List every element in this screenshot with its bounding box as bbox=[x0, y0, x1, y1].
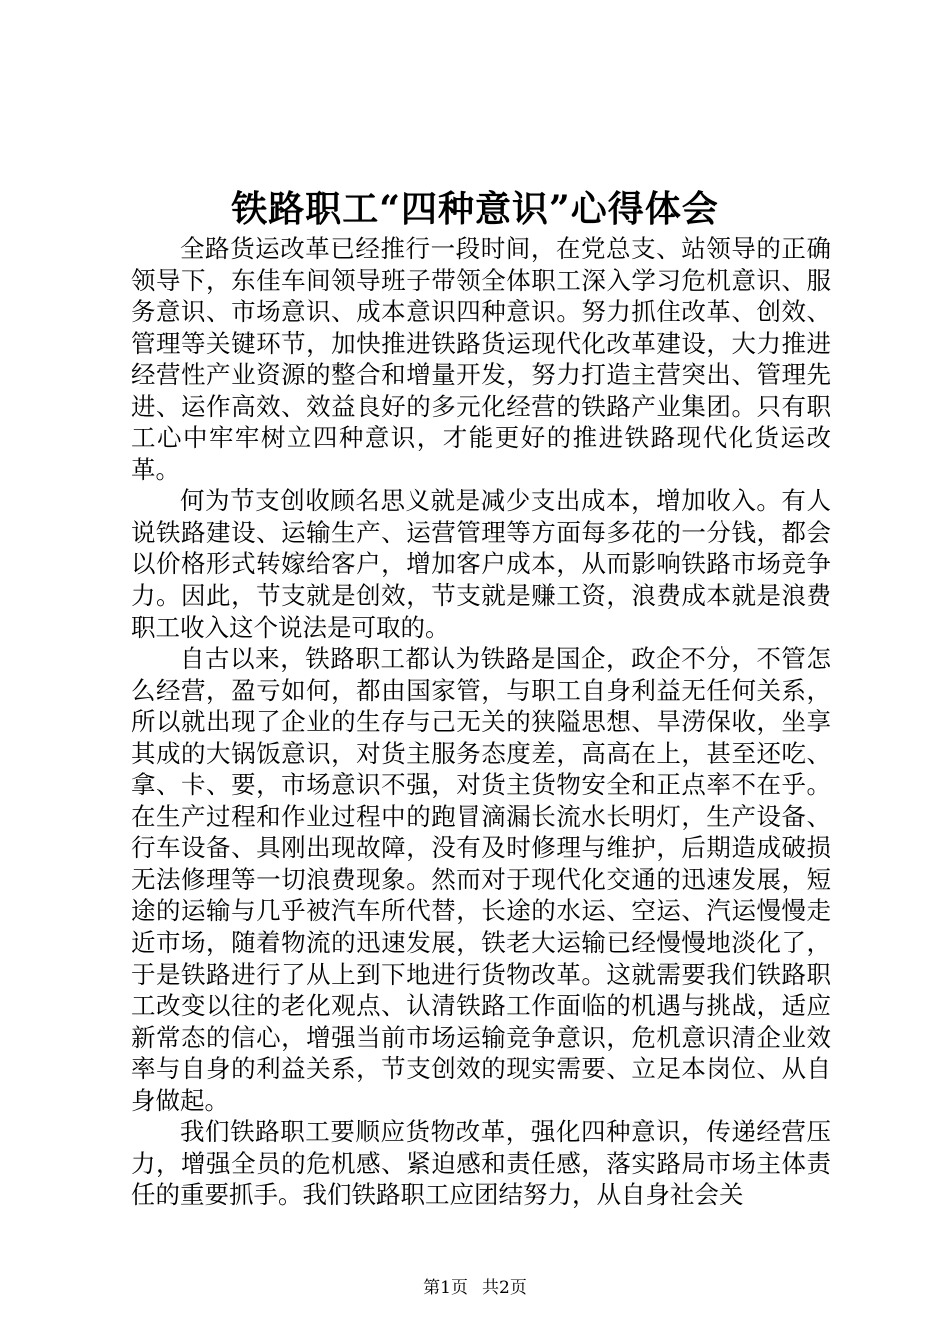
document-body bbox=[131, 233, 831, 1211]
paragraph-3: 自古以来，铁路职工都认为铁路是国企，政企不分，不管怎么经营，盈亏如何，都由国家管，与职工自身利益无任何关系，所以就出现了企业的生存与己无关的狭隘思想、旱涝保收，坐享其成的大锅饭意识，对货主服务态度差，高高在上，甚至还吃、拿、卡、要，市场意识不强，对货主货物安全和正点率不在乎。在生产过程和作业过程中的跑冒滴漏长流水长明灯，生产设备、行车设备、具刚出现故障，没有及时修理与维护，后期造成破损无法修理等一切浪费现象。然而对于现代化交通的迅速发展，短途的运输与几乎被汽车所代替，长途的水运、空运、汽运慢慢走近市场，随着物流的迅速发展，铁老大运输已经慢慢地淡化了，于是铁路进行了从上到下地进行货物改革。这就需要我们铁路职工改变以往的老化观点、认清铁路工作面临的机遇与挑战，适应新常态的信心，增强当前市场运输竞争意识，危机意识清企业效率与自身的利益关系，节支创效的现实需要、立足本岗位、从自身做起。 bbox=[131, 644, 831, 1115]
paragraph-4: 我们铁路职工要顺应货物改革，强化四种意识，传递经营压力，增强全员的危机感、紧迫感和责任感，落实路局市场主体责任的重要抓手。我们铁路职工应团结努力，从自身社会关 bbox=[131, 1117, 831, 1210]
page-footer bbox=[0, 1276, 950, 1300]
page-number-current: 第1页 bbox=[423, 1278, 468, 1298]
paragraph-2: 何为节支创收顾名思义就是减少支出成本，增加收入。有人说铁路建设、运输生产、运营管理等方面每多花的一分钱，都会以价格形式转嫁给客户，增加客户成本，从而影响铁路市场竞争力。因此，节支就是创效，节支就是赚工资，浪费成本就是浪费职工收入这个说法是可取的。 bbox=[131, 486, 831, 642]
page-number-total: 共2页 bbox=[482, 1278, 527, 1298]
paragraph-1: 全路货运改革已经推行一段时间，在党总支、站领导的正确领导下，东佳车间领导班子带领全体职工深入学习危机意识、服务意识、市场意识、成本意识四种意识。努力抓住改革、创效、管理等关键环节，加快推进铁路货运现代化改革建设，大力推进经营性产业资源的整合和增量开发，努力打造主营突出、管理先进、运作高效、效益良好的多元化经营的铁路产业集团。只有职工心中牢牢树立四种意识，才能更好的推进铁路现代化货运改革。 bbox=[131, 234, 831, 484]
document-title: 铁路职工“四种意识”心得体会 bbox=[231, 188, 719, 230]
